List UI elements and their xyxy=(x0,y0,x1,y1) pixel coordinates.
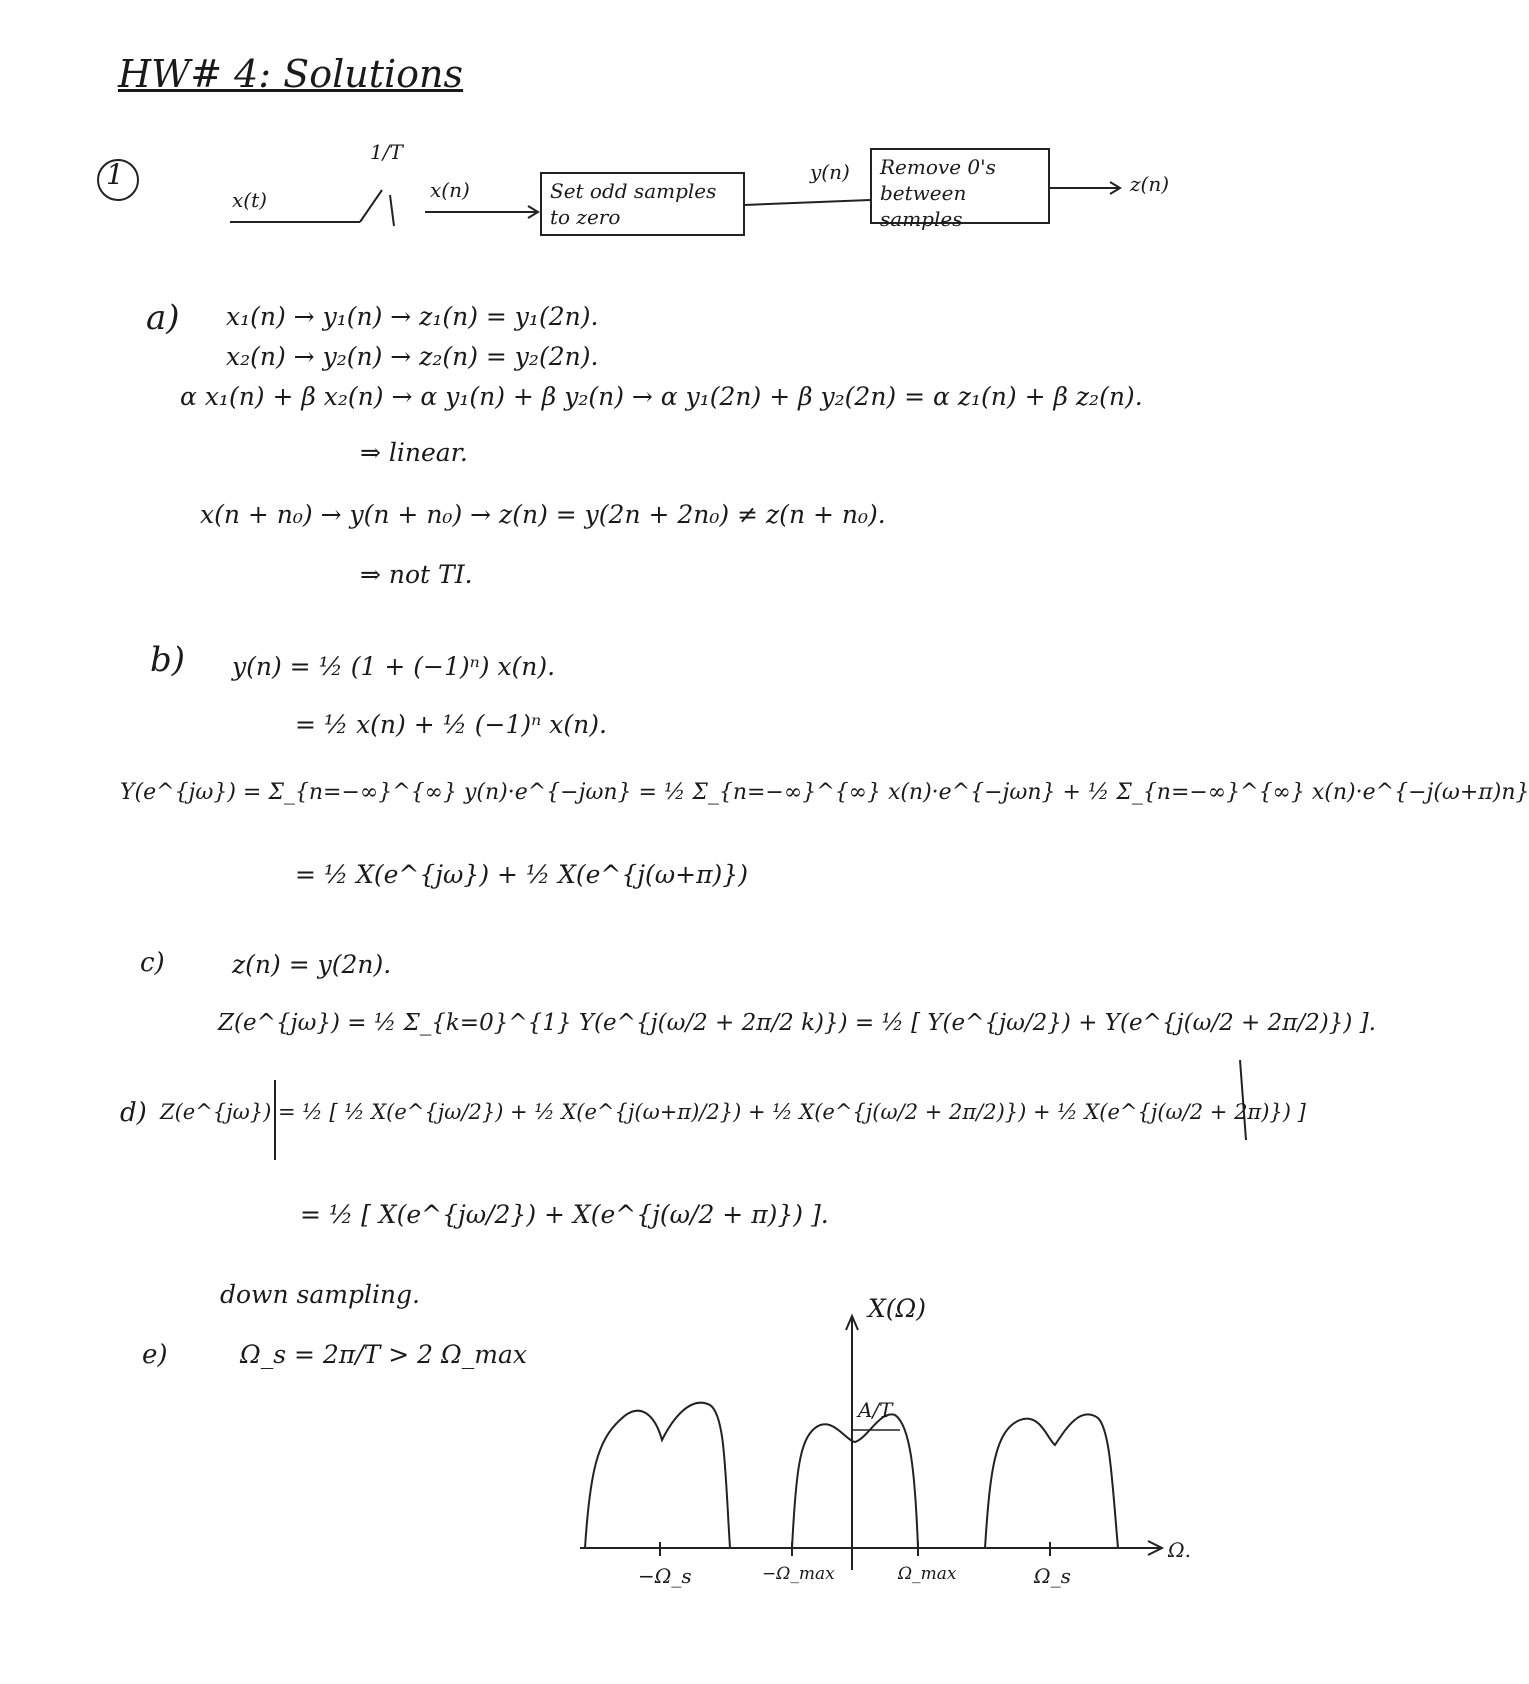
part-a-label: a) xyxy=(146,298,180,338)
plot-tick-label-neg-omega-max: −Ω_max xyxy=(762,1564,835,1584)
part-a-line-3: α x₁(n) + β x₂(n) → α y₁(n) + β y₂(n) → α y₁(2n) + β y₂(2n) = α z₁(n) + β z₂(n). xyxy=(180,382,1143,411)
plot-tick-label-omega-max: Ω_max xyxy=(898,1564,957,1584)
plot-peak-label: A/T xyxy=(858,1398,893,1422)
diagram-sampler-label: 1/T xyxy=(370,140,403,164)
replica-left xyxy=(585,1403,730,1548)
part-c-line-1: z(n) = y(2n). xyxy=(232,950,392,979)
yn-arrow-line xyxy=(744,200,870,205)
part-b-line-2: = ½ x(n) + ½ (−1)ⁿ x(n). xyxy=(295,710,607,739)
sampler-arrow xyxy=(390,195,394,226)
plot-tick-label-neg-omega-s: −Ω_s xyxy=(638,1564,692,1588)
problem-number: 1 xyxy=(106,158,124,191)
diagram-output-label: z(n) xyxy=(1130,172,1170,196)
replica-center xyxy=(792,1414,918,1548)
part-a-line-2: x₂(n) → y₂(n) → z₂(n) = y₂(2n). xyxy=(226,342,599,371)
sampler-switch xyxy=(360,190,382,222)
remove-zeros-box: Remove 0's between samples xyxy=(870,148,1050,224)
plot-x-axis-label: Ω. xyxy=(1168,1538,1191,1562)
part-a-line-4: ⇒ linear. xyxy=(360,438,468,467)
plot-y-axis-label: X(Ω) xyxy=(868,1294,927,1323)
page-title: HW# 4: Solutions xyxy=(118,52,463,96)
part-e-line-1: Ω_s = 2π/T > 2 Ω_max xyxy=(240,1340,527,1369)
part-d-label: d) xyxy=(120,1098,147,1128)
part-a-line-6: ⇒ not TI. xyxy=(360,560,473,589)
part-a-line-5: x(n + n₀) → y(n + n₀) → z(n) = y(2n + 2n₀) ≠ z(n + n₀). xyxy=(200,500,886,529)
diagram-xn-label: x(n) xyxy=(430,178,470,202)
part-b-line-3: Y(e^{jω}) = Σ_{n=−∞}^{∞} y(n)·e^{−jωn} = ½ Σ_{n=−∞}^{∞} x(n)·e^{−jωn} + ½ Σ_{n=−∞}^{∞} x(n)·e^{−j(ω+π)n} xyxy=(120,780,1529,805)
part-c-line-2: Z(e^{jω}) = ½ Σ_{k=0}^{1} Y(e^{j(ω/2 + 2π/2 k)}) = ½ [ Y(e^{jω/2}) + Y(e^{j(ω/2 + 2π/2)}) ]. xyxy=(218,1010,1376,1036)
replica-right xyxy=(985,1414,1118,1548)
diagram-input-label: x(t) xyxy=(232,188,267,212)
part-b-line-1: y(n) = ½ (1 + (−1)ⁿ) x(n). xyxy=(232,652,556,681)
part-d-line-1: Z(e^{jω}) = ½ [ ½ X(e^{jω/2}) + ½ X(e^{j(ω+π)/2}) + ½ X(e^{j(ω/2 + 2π/2)}) + ½ X(e^{j(ω/2 + 2π)}) ] xyxy=(160,1100,1306,1124)
part-b-line-4: = ½ X(e^{jω}) + ½ X(e^{j(ω+π)}) xyxy=(295,860,748,889)
part-d-line-2: = ½ [ X(e^{jω/2}) + X(e^{j(ω/2 + π)}) ]. xyxy=(300,1200,829,1229)
set-odd-samples-box: Set odd samples to zero xyxy=(540,172,745,236)
diagram-yn-label: y(n) xyxy=(810,160,850,184)
part-e-label: e) xyxy=(142,1340,168,1370)
part-d-line-3: down sampling. xyxy=(220,1280,420,1309)
part-c-label: c) xyxy=(140,948,165,978)
plot-tick-label-omega-s: Ω_s xyxy=(1034,1564,1071,1588)
part-a-line-1: x₁(n) → y₁(n) → z₁(n) = y₁(2n). xyxy=(226,302,599,331)
part-b-label: b) xyxy=(150,640,186,680)
